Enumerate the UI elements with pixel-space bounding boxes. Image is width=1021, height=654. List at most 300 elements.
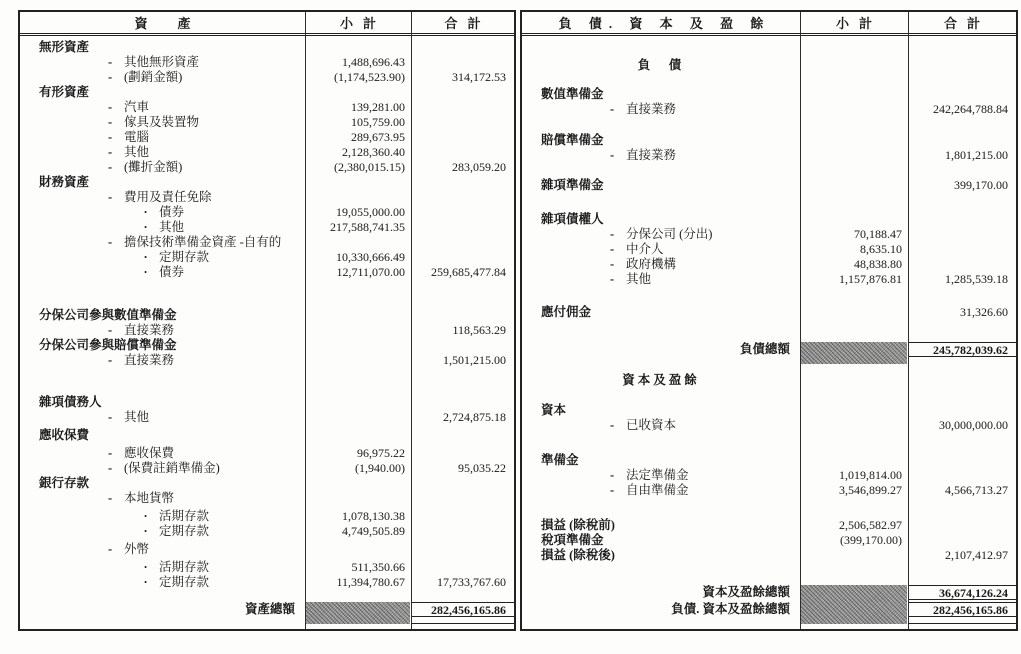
row-label: [20, 145, 305, 160]
subtotal-value: 8,635.10: [860, 242, 902, 256]
label-text: 損益 (除稅後): [541, 548, 615, 562]
total-value: 30,000,000.00: [939, 418, 1008, 432]
row-label: [20, 100, 305, 115]
total-value: 1,285,539.18: [945, 272, 1008, 286]
dot-bullet-icon: .: [144, 262, 148, 276]
total-cell: [908, 178, 1016, 193]
table-row: [522, 212, 1016, 227]
row-label: [522, 212, 800, 227]
row-label: [20, 247, 305, 265]
table-row: [20, 130, 514, 145]
subtotal-cell: [305, 70, 411, 85]
subtotal-cell: [305, 250, 411, 265]
table-row: [522, 133, 1016, 148]
total-cell: [908, 585, 1016, 600]
liabilities-table-body: [522, 58, 1016, 651]
total-cell: [908, 453, 1016, 468]
subtotal-cell: [305, 130, 411, 145]
total-cell: [908, 87, 1016, 102]
total-cell: [908, 518, 1016, 533]
total-cell: [908, 602, 1016, 617]
row-label: [522, 87, 800, 102]
total-cell: [411, 265, 514, 280]
table-row: [522, 418, 1016, 433]
column-divider: [411, 12, 412, 629]
total-cell: [411, 491, 514, 506]
subtotal-value: 3,546,899.27: [839, 483, 902, 497]
subtotal-value: (399,170.00): [840, 533, 902, 547]
label-text: 中介人: [626, 242, 664, 256]
table-row: [20, 70, 514, 85]
liabilities-table-header: [522, 12, 1016, 36]
subtotal-value: 1,157,876.81: [839, 272, 902, 286]
total-cell: [411, 410, 514, 425]
table-row: [522, 403, 1016, 418]
dash-bullet-icon: -: [610, 483, 615, 497]
label-text: 定期存款: [159, 575, 210, 589]
label-text: 稅項準備金: [541, 533, 604, 547]
total-cell: [411, 602, 514, 617]
total-cell: [908, 133, 1016, 148]
liabilities-capital-header: 負 債. 資 本 及 盈 餘: [558, 16, 771, 31]
table-row: [522, 87, 1016, 102]
total-value: 259,685,477.84: [431, 265, 506, 279]
total-cell: [411, 524, 514, 539]
row-label: [522, 602, 800, 617]
row-label: [20, 190, 305, 205]
subtotal-cell: [800, 453, 908, 468]
table-row: [20, 100, 514, 115]
dash-bullet-icon: -: [108, 410, 113, 424]
total-cell: [411, 100, 514, 115]
subtotal-cell: [305, 491, 411, 506]
total-cell: [411, 428, 514, 443]
table-row: [20, 323, 514, 338]
dot-bullet-icon: .: [144, 521, 148, 535]
row-label: [20, 202, 305, 220]
table-row: [522, 148, 1016, 163]
assets-header: 資產: [134, 16, 221, 31]
label-text: 活期存款: [159, 560, 210, 574]
row-label: [522, 272, 800, 287]
subtotal-value: 10,330,666.49: [336, 250, 405, 264]
subtotal-cell: [800, 133, 908, 148]
table-row: [20, 428, 514, 443]
label-text: (劃銷金額): [124, 70, 183, 84]
row-label: [522, 418, 800, 433]
row-label: [522, 548, 800, 563]
subtotal-cell: [800, 585, 908, 600]
table-row: [20, 247, 514, 265]
subtotal-cell: [305, 308, 411, 323]
row-label: [20, 323, 305, 338]
assets-table-body: [20, 40, 514, 633]
label-text: 其他: [124, 145, 150, 159]
row-label: [20, 217, 305, 235]
subtotal-header: 小計: [339, 16, 386, 31]
label-text: 活期存款: [159, 509, 210, 523]
table-row: [20, 602, 514, 617]
dash-bullet-icon: -: [108, 160, 113, 174]
total-value: 118,563.29: [452, 323, 506, 337]
label-text: 本地貨幣: [124, 491, 175, 505]
total-cell: [908, 227, 1016, 242]
row-label: [20, 55, 305, 70]
total-cell: [908, 342, 1016, 357]
row-label: [522, 468, 800, 483]
row-label: [20, 572, 305, 590]
row-label: [20, 428, 305, 443]
subtotal-cell: [800, 87, 908, 102]
total-cell: [908, 148, 1016, 163]
dash-bullet-icon: -: [108, 323, 113, 337]
label-text: 定期存款: [159, 250, 210, 264]
row-label: [522, 58, 800, 73]
total-cell: [908, 468, 1016, 483]
total-cell: [411, 476, 514, 491]
label-text: 其他: [626, 272, 652, 286]
row-label: [20, 85, 305, 100]
row-label: [20, 506, 305, 524]
row-label: [522, 518, 800, 533]
table-row: [20, 175, 514, 190]
subtotal-cell: [305, 476, 411, 491]
row-label: [20, 308, 305, 323]
label-text: 有形資產: [39, 85, 90, 99]
total-value: 31,326.60: [960, 305, 1008, 319]
total-cell: [411, 190, 514, 205]
total-cell: [908, 418, 1016, 433]
subtotal-value: (1,940.00): [355, 461, 405, 475]
table-row: [20, 235, 514, 250]
subtotal-cell: [800, 602, 908, 617]
table-row: [522, 342, 1016, 357]
shaded-cell: [306, 602, 410, 624]
total-cell: [411, 542, 514, 557]
dash-bullet-icon: -: [610, 148, 615, 162]
dot-bullet-icon: .: [144, 247, 148, 261]
table-row: [20, 557, 514, 575]
subtotal-value: 289,673.95: [351, 130, 405, 144]
row-label: [20, 395, 305, 410]
subtotal-cell: [305, 100, 411, 115]
dash-bullet-icon: -: [108, 461, 113, 475]
label-text: 雜項債權人: [541, 212, 604, 226]
total-cell: [411, 220, 514, 235]
label-text: 定期存款: [159, 524, 210, 538]
total-value: 2,724,875.18: [443, 410, 506, 424]
table-row: [522, 102, 1016, 117]
dot-bullet-icon: .: [144, 506, 148, 520]
table-row: [20, 572, 514, 590]
label-text: 資產總額: [244, 602, 295, 616]
subtotal-value: (1,174,523.90): [334, 70, 405, 84]
subtotal-cell: [305, 509, 411, 524]
table-row: [20, 476, 514, 491]
subtotal-cell: [305, 265, 411, 280]
subtotal-value: 1,019,814.00: [839, 468, 902, 482]
table-row: [20, 446, 514, 461]
table-row: [20, 115, 514, 130]
table-row: [20, 521, 514, 539]
label-text: 電腦: [124, 130, 150, 144]
dash-bullet-icon: -: [610, 418, 615, 432]
label-text: 政府機構: [626, 257, 677, 271]
total-value: 282,456,165.86: [431, 603, 506, 617]
subtotal-cell: [305, 205, 411, 220]
subtotal-cell: [305, 560, 411, 575]
dash-bullet-icon: -: [108, 70, 113, 84]
table-row: [20, 395, 514, 410]
total-cell: [411, 40, 514, 55]
subtotal-value: 105,759.00: [351, 115, 405, 129]
row-label: [20, 446, 305, 461]
subtotal-value: 4,749,505.89: [342, 524, 405, 538]
total-cell: [411, 55, 514, 70]
subtotal-cell: [305, 160, 411, 175]
row-label: [522, 483, 800, 498]
label-text: 傢具及裝置物: [124, 115, 200, 129]
label-text: 雜項準備金: [541, 178, 604, 192]
total-cell: [411, 175, 514, 190]
table-row: [20, 308, 514, 323]
total-cell: [908, 483, 1016, 498]
table-row: [522, 468, 1016, 483]
row-label: [522, 305, 800, 320]
subtotal-value: 96,975.22: [357, 446, 405, 460]
table-row: [522, 585, 1016, 600]
row-label: [20, 235, 305, 250]
subtotal-cell: [800, 548, 908, 563]
subtotal-value: 139,281.00: [351, 100, 405, 114]
label-text: 直接業務: [626, 148, 677, 162]
total-cell: [411, 308, 514, 323]
total-value: 95,035.22: [458, 461, 506, 475]
label-text: 資本: [541, 403, 567, 417]
dot-bullet-icon: .: [144, 217, 148, 231]
table-row: [522, 453, 1016, 468]
table-row: [20, 461, 514, 476]
subtotal-cell: [800, 212, 908, 227]
subtotal-cell: [305, 338, 411, 353]
dash-bullet-icon: -: [610, 257, 615, 271]
label-text: 雜項債務人: [39, 395, 102, 409]
dash-bullet-icon: -: [610, 272, 615, 286]
table-row: [522, 272, 1016, 287]
label-text: 負債. 資本及盈餘總額: [671, 602, 790, 616]
label-text: 法定準備金: [626, 468, 689, 482]
label-text: 直接業務: [124, 353, 175, 367]
dash-bullet-icon: -: [610, 227, 615, 241]
subtotal-cell: [800, 102, 908, 117]
subtotal-cell: [305, 40, 411, 55]
total-cell: [411, 235, 514, 250]
label-text: 外幣: [124, 542, 150, 556]
total-value: 1,501,215.00: [443, 353, 506, 367]
row-label: [20, 70, 305, 85]
subtotal-value: 1,488,696.43: [342, 55, 405, 69]
table-row: [522, 548, 1016, 563]
label-text: 其他無形資產: [124, 55, 200, 69]
total-cell: [411, 509, 514, 524]
subtotal-value: 70,188.47: [854, 227, 902, 241]
total-cell: [908, 257, 1016, 272]
liabilities-capital-table: [520, 10, 1018, 631]
row-label: [522, 342, 800, 357]
total-cell: [908, 272, 1016, 287]
label-text: 費用及責任免除: [124, 190, 212, 204]
total-value: 242,264,788.84: [933, 102, 1008, 116]
dash-bullet-icon: -: [108, 446, 113, 460]
row-label: [522, 227, 800, 242]
table-row: [20, 410, 514, 425]
table-row: [20, 55, 514, 70]
label-text: 已收資本: [626, 418, 677, 432]
subtotal-cell: [800, 242, 908, 257]
table-row: [522, 602, 1016, 617]
label-text: 汽車: [124, 100, 150, 114]
subtotal-cell: [305, 85, 411, 100]
subtotal-cell: [305, 395, 411, 410]
row-label: [20, 461, 305, 476]
total-cell: [411, 560, 514, 575]
subtotal-cell: [305, 461, 411, 476]
table-row: [522, 533, 1016, 548]
table-row: [522, 373, 1016, 388]
subtotal-cell: [305, 115, 411, 130]
label-text: 其他: [124, 410, 150, 424]
table-row: [522, 227, 1016, 242]
subtotal-value: 2,506,582.97: [839, 518, 902, 532]
dash-bullet-icon: -: [108, 491, 113, 505]
label-text: 負債總額: [739, 342, 790, 356]
subtotal-value: 11,394,780.67: [336, 575, 405, 589]
total-cell: [411, 575, 514, 590]
row-label: [522, 178, 800, 193]
subtotal-cell: [305, 446, 411, 461]
subtotal-cell: [800, 468, 908, 483]
row-label: [20, 557, 305, 575]
subtotal-cell: [305, 353, 411, 368]
label-text: 擔保技術準備金資產 -自有的: [124, 235, 282, 249]
table-row: [20, 338, 514, 353]
dash-bullet-icon: -: [610, 102, 615, 116]
subtotal-cell: [800, 148, 908, 163]
subtotal-cell: [800, 418, 908, 433]
subtotal-cell: [800, 227, 908, 242]
subtotal-value: 1,078,130.38: [342, 509, 405, 523]
label-text: 損益 (除稅前): [541, 518, 615, 532]
total-cell: [411, 115, 514, 130]
dash-bullet-icon: -: [610, 468, 615, 482]
table-row: [20, 145, 514, 160]
total-cell: [411, 85, 514, 100]
table-row: [20, 491, 514, 506]
table-row: [20, 190, 514, 205]
label-text: 資本及盈餘總額: [702, 585, 790, 599]
row-label: [20, 130, 305, 145]
subtotal-cell: [800, 257, 908, 272]
total-cell: [908, 548, 1016, 563]
label-text: 賠償準備金: [541, 133, 604, 147]
table-row: [20, 160, 514, 175]
subtotal-cell: [305, 190, 411, 205]
total-cell: [908, 212, 1016, 227]
row-label: [20, 338, 305, 353]
row-label: [522, 133, 800, 148]
dash-bullet-icon: -: [108, 190, 113, 204]
table-row: [522, 305, 1016, 320]
subtotal-cell: [800, 178, 908, 193]
row-label: [522, 102, 800, 117]
total-cell: [411, 160, 514, 175]
subtotal-value: 511,350.66: [351, 560, 405, 574]
total-cell: [411, 145, 514, 160]
table-row: [522, 58, 1016, 73]
total-cell: [411, 461, 514, 476]
assets-table-header: [20, 12, 514, 36]
total-underline: [411, 623, 514, 624]
label-text: 無形資產: [39, 40, 90, 54]
row-label: [20, 491, 305, 506]
subtotal-cell: [305, 410, 411, 425]
total-value: 314,172.53: [452, 70, 506, 84]
total-cell: [411, 395, 514, 410]
subtotal-cell: [305, 220, 411, 235]
subtotal-cell: [305, 542, 411, 557]
table-row: [522, 257, 1016, 272]
row-label: [20, 602, 305, 617]
total-cell: [411, 338, 514, 353]
total-value: 283,059.20: [452, 160, 506, 174]
subtotal-cell: [305, 145, 411, 160]
total-value: 245,782,039.62: [933, 343, 1008, 357]
subtotal-header: 小計: [835, 16, 882, 31]
subtotal-cell: [800, 305, 908, 320]
label-text: 負 債: [637, 58, 685, 72]
label-text: (保費註銷準備金): [124, 461, 220, 475]
subtotal-cell: [800, 518, 908, 533]
table-row: [522, 242, 1016, 257]
row-label: [20, 542, 305, 557]
row-label: [20, 40, 305, 55]
row-label: [20, 160, 305, 175]
subtotal-cell: [800, 373, 908, 388]
subtotal-cell: [305, 428, 411, 443]
subtotal-value: 2,128,360.40: [342, 145, 405, 159]
row-label: [20, 476, 305, 491]
label-text: 債券: [159, 205, 185, 219]
label-text: 分保公司 (分出): [626, 227, 713, 241]
label-text: 應付佣金: [541, 305, 592, 319]
dash-bullet-icon: -: [108, 145, 113, 159]
row-label: [522, 148, 800, 163]
row-label: [522, 453, 800, 468]
total-value: 2,107,412.97: [945, 548, 1008, 562]
row-label: [522, 585, 800, 600]
total-cell: [411, 446, 514, 461]
table-row: [20, 202, 514, 220]
total-header: 合計: [444, 16, 491, 31]
subtotal-value: 217,588,741.35: [330, 220, 405, 234]
label-text: 應收保費: [39, 428, 90, 442]
table-row: [522, 483, 1016, 498]
subtotal-value: (2,380,015.15): [334, 160, 405, 174]
subtotal-cell: [305, 323, 411, 338]
total-value: 399,170.00: [954, 178, 1008, 192]
subtotal-cell: [800, 272, 908, 287]
row-label: [522, 242, 800, 257]
